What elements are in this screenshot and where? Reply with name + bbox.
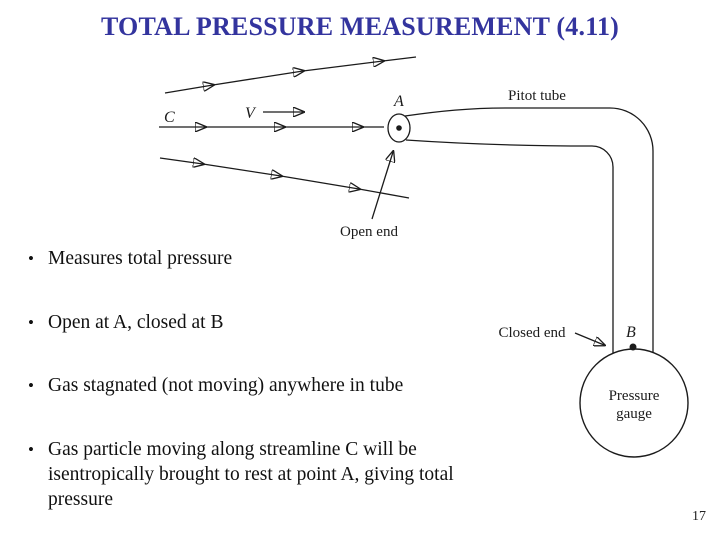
bullet-text: Open at A, closed at B xyxy=(48,312,224,333)
streamline-bottom xyxy=(160,158,409,198)
label-a: A xyxy=(394,93,404,110)
bullet-open-closed xyxy=(28,310,223,335)
label-open-end: Open end xyxy=(340,224,398,240)
page-number: 17 xyxy=(692,509,706,524)
bullet-gas-particle xyxy=(28,437,493,512)
label-pressure-gauge-line2: gauge xyxy=(616,406,652,422)
label-pitot-tube: Pitot tube xyxy=(508,88,566,104)
bullet-text: Gas stagnated (not moving) anywhere in tube xyxy=(48,375,404,396)
label-c: C xyxy=(164,109,175,126)
bullet-marker: • xyxy=(28,313,34,332)
open-end-pointer-arrow xyxy=(372,152,393,219)
tube-outer-wall xyxy=(405,108,653,352)
label-closed-end: Closed end xyxy=(498,325,566,341)
tube-mouth-dot xyxy=(396,125,402,131)
streamline-top xyxy=(165,57,416,93)
bullet-text: Gas particle moving along streamline C will be isentropically brought to rest at point A, giving total pressure xyxy=(48,439,454,510)
label-v: V xyxy=(245,105,255,122)
page-title: TOTAL PRESSURE MEASUREMENT (4.11) xyxy=(100,12,620,41)
bullet-marker: • xyxy=(28,249,34,268)
bullet-gas-stagnated xyxy=(28,373,403,398)
point-b-dot xyxy=(630,344,637,351)
bullet-marker: • xyxy=(28,440,34,459)
bullet-measures-total-pressure xyxy=(28,246,232,271)
label-b: B xyxy=(626,324,636,341)
bullet-text: Measures total pressure xyxy=(48,248,233,269)
tube-inner-wall xyxy=(406,140,613,353)
bullet-marker: • xyxy=(28,376,34,395)
label-pressure-gauge-line1: Pressure xyxy=(608,388,660,404)
closed-end-pointer-arrow xyxy=(575,333,604,345)
